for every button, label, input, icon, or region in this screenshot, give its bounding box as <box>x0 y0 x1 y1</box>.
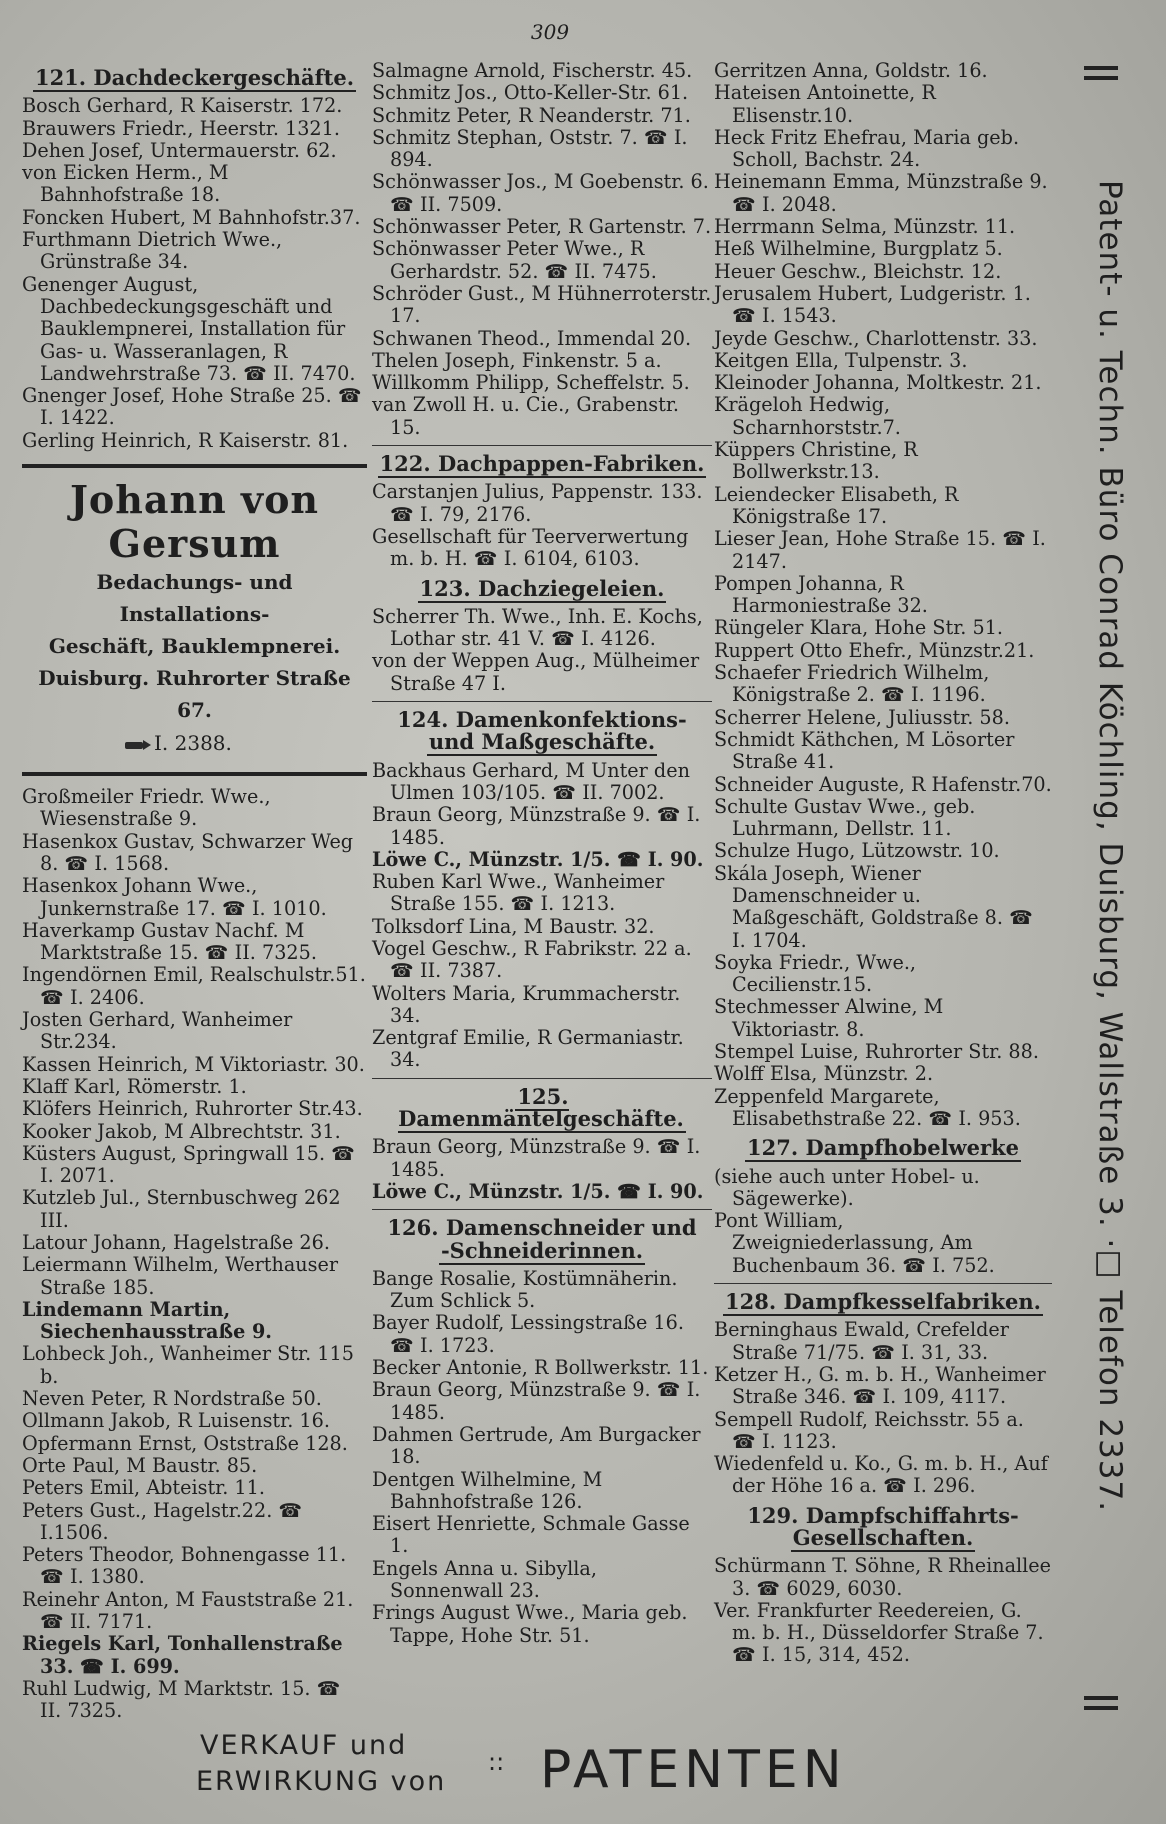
list-item: Schmitz Stephan, Oststr. 7. ☎ I. 894. <box>372 125 688 172</box>
divider <box>22 772 367 776</box>
list-item: von der Weppen Aug., Mülheimer Straße 47 I. <box>372 649 700 695</box>
entry-list-128 <box>714 1319 1052 1497</box>
list-item: Küppers Christine, R Bollwerkstr.13. <box>714 438 918 484</box>
list-item: Zentgraf Emilie, R Germaniastr. 34. <box>372 1026 684 1072</box>
list-item: Braun Georg, Münzstraße 9. ☎ I. 1485. <box>372 1135 701 1181</box>
list-item: Opfermann Ernst, Oststraße 128. <box>22 1431 348 1455</box>
bottom-ad-headline: PATENTEN <box>540 1740 847 1800</box>
telephone-icon <box>125 740 151 750</box>
list-item: Schönwasser Jos., M Goebenstr. 6. ☎ II. 7509. <box>372 170 709 216</box>
advertisement-gersum <box>22 478 367 760</box>
bottom-ad-line-1: VERKAUF und <box>200 1730 408 1761</box>
list-item: Braun Georg, Münzstraße 9. ☎ I. 1485. <box>372 803 701 849</box>
list-item: Willkomm Philipp, Scheffelstr. 5. <box>372 371 690 395</box>
list-item: Haverkamp Gustav Nachf. M Marktstraße 15. ☎ II. 7325. <box>22 918 317 965</box>
list-item: Gerritzen Anna, Goldstr. 16. <box>714 59 988 82</box>
list-item: Schwanen Theod., Immendal 20. <box>372 326 692 350</box>
list-item: Backhaus Gerhard, M Unter den Ulmen 103/105. ☎ II. 7002. <box>372 758 690 804</box>
column-1 <box>22 60 367 1723</box>
ad-line: Duisburg. Ruhrorter Straße 67. <box>38 666 351 723</box>
list-item: Leiendecker Elisabeth, R Königstraße 17. <box>714 482 959 528</box>
section-heading-123: 123. Dachziegeleien. <box>419 575 665 601</box>
section-heading-122: 122. Dachpappen-Fabriken. <box>379 451 705 477</box>
list-item: Keitgen Ella, Tulpenstr. 3. <box>714 348 968 372</box>
list-item: Löwe C., Münzstr. 1/5. ☎ I. 90. <box>372 1179 704 1203</box>
list-item: Eisert Henriette, Schmale Gasse 1. <box>372 1512 690 1558</box>
list-item: Großmeiler Friedr. Wwe., Wiesenstraße 9. <box>22 785 271 831</box>
entry-list-126-cont <box>714 60 1052 1130</box>
ad-line: Bedachungs- und Installations- <box>96 570 293 627</box>
list-item: Soyka Friedr., Wwe., Cecilienstr.15. <box>714 950 917 997</box>
list-item: Zeppenfeld Margarete, Elisabethstraße 22. ☎ I. 953. <box>714 1084 1021 1130</box>
list-item: Josten Gerhard, Wanheimer Str.234. <box>22 1008 293 1054</box>
entry-list-121-cont <box>22 786 367 1722</box>
list-item: Carstanjen Julius, Pappenstr. 133. ☎ I. 79, 2176. <box>372 480 703 526</box>
list-item: Schaefer Friedrich Wilhelm, Königstraße 2. ☎ I. 1196. <box>714 661 990 707</box>
list-item: Genenger August, Dachbedeckungsgeschäft und Bauklempnerei, Installation für Gas- u. Wasseranlagen, R Landwehrstraße 73. ☎ II. 7470. <box>22 272 356 385</box>
side-advertisement <box>1062 60 1142 1760</box>
bottom-ad-line-2: ERWIRKUNG von <box>196 1766 447 1797</box>
entry-list-121 <box>22 95 367 452</box>
list-item: Vogel Geschw., R Fabrikstr. 22 a. ☎ II. 7387. <box>372 936 692 983</box>
list-item: Schneider Auguste, R Hafenstr.70. <box>714 772 1052 796</box>
list-item: Engels Anna u. Sibylla, Sonnenwall 23. <box>372 1556 597 1602</box>
list-item: Bayer Rudolf, Lessingstraße 16. ☎ I. 1723. <box>372 1311 684 1357</box>
entry-list-125 <box>372 1136 712 1203</box>
section-heading-121: 121. Dachdeckergeschäfte. <box>34 65 355 90</box>
section-heading-127: 127. Dampfhobelwerke <box>747 1135 1019 1161</box>
entry-list-123 <box>372 606 712 695</box>
list-item: Hasenkox Gustav, Schwarzer Weg 8. ☎ I. 1568. <box>22 829 354 875</box>
list-item: Leiermann Wilhelm, Werthauser Straße 185. <box>22 1253 339 1299</box>
entry-list-129 <box>714 1555 1052 1666</box>
list-item: van Zwoll H. u. Cie., Grabenstr. 15. <box>372 393 680 439</box>
list-item: Scherrer Th. Wwe., Inh. E. Kochs, Lothar str. 41 V. ☎ I. 4126. <box>372 604 703 651</box>
list-item: Klaff Karl, Römerstr. 1. <box>22 1074 247 1098</box>
section-heading-128: 128. Dampfkesselfabriken. <box>725 1289 1041 1315</box>
entry-list-121-end <box>372 60 712 439</box>
entry-list-127 <box>714 1166 1052 1277</box>
list-item: Skála Joseph, Wiener Damenschneider u. Maßgeschäft, Goldstraße 8. ☎ I. 1704. <box>714 861 1033 952</box>
section-heading-126: 126. Damenschneider und -Schneiderinnen. <box>387 1215 697 1263</box>
list-item: Lieser Jean, Hohe Straße 15. ☎ I. 2147. <box>714 527 1046 573</box>
section-heading-129: 129. Dampfschiffahrts- Gesellschaften. <box>747 1502 1019 1550</box>
ad-line: Geschäft, Bauklempnerei. <box>48 634 341 659</box>
section-heading-125: 125. Damenmäntelgeschäfte. <box>398 1083 684 1132</box>
list-item: Sempell Rudolf, Reichsstr. 55 a. ☎ I. 1123. <box>714 1407 1024 1453</box>
divider <box>22 464 367 468</box>
list-item: Gesellschaft für Teerverwertung m. b. H. ☎ I. 6104, 6103. <box>372 524 689 571</box>
list-item: Küsters August, Springwall 15. ☎ I. 2071. <box>22 1141 356 1188</box>
list-item: Kutzleb Jul., Sternbuschweg 262 III. <box>22 1186 341 1232</box>
side-rule-bottom <box>1084 1696 1118 1710</box>
list-item: Furthmann Dietrich Wwe., Grünstraße 34. <box>22 228 283 274</box>
entry-list-122 <box>372 481 712 570</box>
list-item: Schönwasser Peter, R Gartenstr. 7. <box>372 215 712 239</box>
list-item: Bange Rosalie, Kostümnäherin. Zum Schlick 5. <box>372 1266 678 1313</box>
list-item: Schmitz Jos., Otto-Keller-Str. 61. <box>372 81 689 105</box>
list-item: Thelen Joseph, Finkenstr. 5 a. <box>372 348 662 372</box>
divider <box>372 445 712 446</box>
list-item: Heuer Geschw., Bleichstr. 12. <box>714 259 1002 283</box>
list-item: Braun Georg, Münzstraße 9. ☎ I. 1485. <box>372 1378 701 1424</box>
list-item: Stempel Luise, Ruhrorter Str. 88. <box>714 1040 1039 1064</box>
divider <box>372 1078 712 1079</box>
list-item: Gerling Heinrich, R Kaiserstr. 81. <box>22 428 349 452</box>
entry-list-126 <box>372 1268 712 1647</box>
list-item: Becker Antonie, R Bollwerkstr. 11. <box>372 1356 709 1380</box>
list-item: Schürmann T. Söhne, R Rheinallee 3. ☎ 6029, 6030. <box>714 1554 1051 1600</box>
list-item: Ingendörnen Emil, Realschulstr.51. ☎ I. 2406. <box>22 963 366 1009</box>
list-item: Schmidt Käthchen, M Lösorter Straße 41. <box>714 727 1015 774</box>
list-item: Berninghaus Ewald, Crefelder Straße 71/75. ☎ I. 31, 33. <box>714 1318 1009 1364</box>
divider <box>372 1209 712 1210</box>
list-item: Löwe C., Münzstr. 1/5. ☎ I. 90. <box>372 847 704 871</box>
list-item: Gnenger Josef, Hohe Straße 25. ☎ I. 1422. <box>22 384 362 430</box>
list-item: Dentgen Wilhelmine, M Bahnhofstraße 126. <box>372 1467 603 1513</box>
list-item: Schulte Gustav Wwe., geb. Luhrmann, Dellstr. 11. <box>714 794 976 841</box>
page-number: 309 <box>530 20 570 44</box>
list-item: Kleinoder Johanna, Moltkestr. 21. <box>714 371 1042 395</box>
list-item: Orte Paul, M Baustr. 85. <box>22 1453 258 1477</box>
list-item: Herrmann Selma, Münzstr. 11. <box>714 215 1016 239</box>
list-item: Wolters Maria, Krummacherstr. 34. <box>372 981 681 1027</box>
list-item: Reinehr Anton, M Fauststraße 21. ☎ II. 7171. <box>22 1587 354 1634</box>
list-item: Heß Wilhelmine, Burgplatz 5. <box>714 237 1003 261</box>
list-item: Ruppert Otto Ehefr., Münzstr.21. <box>714 638 1035 662</box>
ad-title: Johann von Gersum <box>69 477 320 567</box>
list-item: Schröder Gust., M Hühnerroterstr. 17. <box>372 281 712 328</box>
list-item: Neven Peter, R Nordstraße 50. <box>22 1387 322 1411</box>
list-item: Lindemann Martin, Siechenhausstraße 9. <box>22 1297 272 1344</box>
list-item: Pont William, Zweigniederlassung, Am Buchenbaum 36. ☎ I. 752. <box>714 1209 995 1277</box>
list-item: Klöfers Heinrich, Ruhrorter Str.43. <box>22 1097 363 1121</box>
list-item: Schmitz Peter, R Neanderstr. 71. <box>372 103 691 127</box>
list-item: Salmagne Arnold, Fischerstr. 45. <box>372 59 693 82</box>
list-item: Wolff Elsa, Münzstr. 2. <box>714 1062 934 1086</box>
list-item: Pompen Johanna, R Harmoniestraße 32. <box>714 571 928 618</box>
list-item: Latour Johann, Hagelstraße 26. <box>22 1230 330 1254</box>
list-item: Ver. Frankfurter Reedereien, G. m. b. H., Düsseldorfer Straße 7. ☎ I. 15, 314, 452. <box>714 1598 1044 1667</box>
list-item: Ketzer H., G. m. b. H., Wanheimer Straße 346. ☎ I. 109, 4117. <box>714 1362 1046 1409</box>
list-item: Schulze Hugo, Lützowstr. 10. <box>714 839 1000 863</box>
list-item: Wiedenfeld u. Ko., G. m. b. H., Auf der Höhe 16 a. ☎ I. 296. <box>714 1452 1048 1498</box>
divider <box>714 1283 1052 1284</box>
list-item: Lohbeck Joh., Wanheimer Str. 115 b. <box>22 1342 354 1388</box>
list-item: Jeyde Geschw., Charlottenstr. 33. <box>714 326 1038 350</box>
list-item: Hateisen Antoinette, R Elisenstr.10. <box>714 81 936 127</box>
list-item: Heck Fritz Ehefrau, Maria geb. Scholl, Bachstr. 24. <box>714 125 1020 172</box>
list-item: Frings August Wwe., Maria geb. Tappe, Hohe Str. 51. <box>372 1601 688 1647</box>
list-item: Brauwers Friedr., Heerstr. 1321. <box>22 116 340 140</box>
list-item: Rüngeler Klara, Hohe Str. 51. <box>714 616 1004 640</box>
list-item: Peters Emil, Abteistr. 11. <box>22 1476 265 1500</box>
list-item: Riegels Karl, Tonhallenstraße 33. ☎ I. 699. <box>22 1632 343 1678</box>
list-item: Heinemann Emma, Münzstraße 9. ☎ I. 2048. <box>714 170 1048 216</box>
column-2 <box>372 60 712 1647</box>
column-3 <box>714 60 1052 1667</box>
divider <box>372 701 712 702</box>
list-item: Schönwasser Peter Wwe., R Gerhardstr. 52. ☎ II. 7475. <box>372 237 657 283</box>
list-item: Foncken Hubert, M Bahnhofstr.37. <box>22 205 361 229</box>
bottom-ad-ornament: :: <box>488 1748 505 1776</box>
list-item: Dehen Josef, Untermauerstr. 62. <box>22 138 337 162</box>
list-item: Ruben Karl Wwe., Wanheimer Straße 155. ☎ I. 1213. <box>372 870 665 916</box>
list-item: Peters Theodor, Bohnengasse 11. ☎ I. 1380. <box>22 1543 347 1589</box>
side-advertisement-text: Patent- u. Techn. Büro Conrad Köchling, Duisburg, Wallstraße 3. ·□ Telefon 2337. <box>1092 180 1128 1513</box>
list-item: Kooker Jakob, M Albrechtstr. 31. <box>22 1119 341 1143</box>
ad-phone: I. 2388. <box>22 726 367 760</box>
bottom-advertisement <box>190 1722 970 1812</box>
list-item: (siehe auch unter Hobel- u. Sägewerke). <box>714 1164 980 1210</box>
entry-list-124 <box>372 760 712 1072</box>
list-item: Dahmen Gertrude, Am Burgacker 18. <box>372 1422 701 1469</box>
list-item: Ollmann Jakob, R Luisenstr. 16. <box>22 1409 330 1433</box>
side-rule-top <box>1084 66 1118 80</box>
list-item: Jerusalem Hubert, Ludgeristr. 1. ☎ I. 1543. <box>714 281 1031 328</box>
list-item: Peters Gust., Hagelstr.22. ☎ I.1506. <box>22 1498 303 1544</box>
list-item: Ruhl Ludwig, M Marktstr. 15. ☎ II. 7325. <box>22 1676 341 1723</box>
list-item: von Eicken Herm., M Bahnhofstraße 18. <box>22 161 229 207</box>
list-item: Tolksdorf Lina, M Baustr. 32. <box>372 914 655 938</box>
list-item: Hasenkox Johann Wwe., Junkernstraße 17. ☎ I. 1010. <box>22 874 327 920</box>
list-item: Scherrer Helene, Juliusstr. 58. <box>714 705 1010 729</box>
list-item: Stechmesser Alwine, M Viktoriastr. 8. <box>714 995 944 1041</box>
list-item: Krägeloh Hedwig, Scharnhorststr.7. <box>714 393 901 439</box>
list-item: Kassen Heinrich, M Viktoriastr. 30. <box>22 1052 365 1076</box>
list-item: Bosch Gerhard, R Kaiserstr. 172. <box>22 94 343 118</box>
section-heading-124: 124. Damenkonfektions- und Maßgeschäfte. <box>397 707 687 755</box>
